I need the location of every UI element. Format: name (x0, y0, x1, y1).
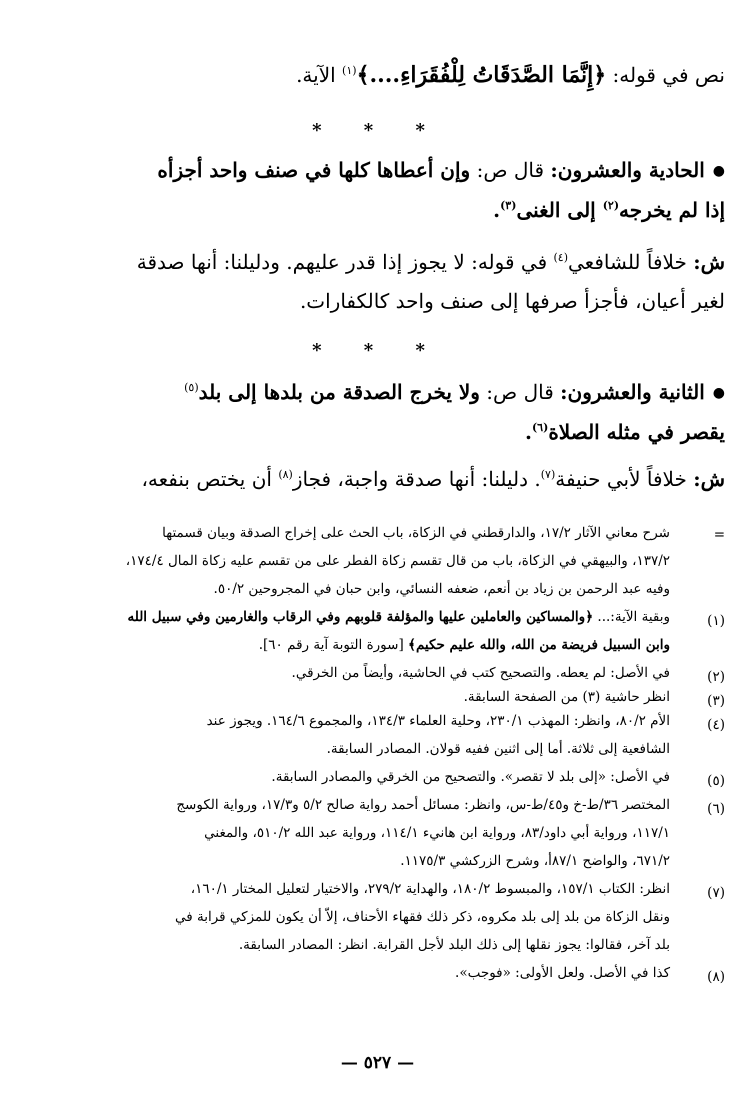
footnote-8-number: (٨) (707, 969, 725, 985)
footnote-ref-8: (٨) (278, 468, 293, 481)
issue-22-title: الثانية والعشرون: (560, 380, 705, 404)
footnote-continuation-line-1: شرح معاني الآثار ١٧/٢، والدارقطني في الزكاة، باب الحث على إخراج الصدقة وبيان قسمتها (162, 525, 670, 541)
footnote-ref-2: (٢) (602, 199, 620, 212)
section-separator: * * * (312, 120, 443, 141)
footnote-3-number: (٣) (707, 693, 725, 709)
footnote-1-text-1a: وبقية الآية:... (593, 609, 670, 625)
bullet-icon: ● (712, 385, 725, 401)
footnote-5-text: في الأصل: «إلى بلد لا تقصر». والتصحيح من الخرقي والمصادر السابقة. (271, 769, 670, 785)
footnote-ref-5: (٥) (184, 381, 199, 394)
issue-21-title: الحادية والعشرون: (550, 158, 705, 182)
footnote-1-text-2b: [سورة التوبة آية رقم ٦٠]. (258, 637, 409, 653)
issue-21-text-2b: إلى الغنى (516, 198, 603, 222)
citation-suffix: الآية. (296, 63, 343, 87)
footnote-4-number: (٤) (707, 717, 725, 733)
issue-22-text-2b: . (524, 420, 532, 444)
quran-verse: ﴿إِنَّمَا الصَّدَقَاتُ لِلْفُقَرَاءِ....﴾ (356, 62, 607, 88)
sharh-21-line-2: لغير أعيان، فأجزأ صرفها إلى صنف واحد كالكفارات. (299, 289, 725, 313)
footnote-8-text: كذا في الأصل. ولعل الأولى: «فوجب». (455, 965, 670, 981)
issue-22-text-2a: يقصر في مثله الصلاة (548, 420, 725, 444)
footnote-ref-6: (٦) (531, 421, 549, 434)
sharh-21-label: ش: (693, 250, 725, 274)
issue-21-line-1 (157, 158, 725, 182)
footnote-continuation-line-3: وفيه عبد الرحمن بن زياد بن أنعم، ضعفه النسائي، وابن حبان في المجروحين ٥٠/٢. (213, 581, 670, 597)
footnote-1-line-2 (259, 637, 670, 653)
sharh-22-text-c: أن يختص بنفعه، (141, 467, 279, 491)
footnote-continuation-marker: = (713, 527, 725, 543)
issue-21-text-2a: إذا لم يخرجه (619, 198, 725, 222)
footnote-1-text-2a: وابن السبيل فريضة من الله، والله عليم حكيم﴾ (408, 637, 670, 653)
issue-22-line-1 (184, 380, 725, 404)
footnote-4-line-1: الأم ٨٠/٢، وانظر: المهذب ٢٣٠/١، وحلية العلماء ١٣٤/٣، والمجموع ١٦٤/٦. ويجوز عند (206, 713, 670, 729)
footnote-ref-4: (٤) (553, 251, 568, 264)
footnote-7-line-2: ونقل الزكاة من بلد إلى بلد مكروه، ذكر ذلك فقهاء الأحناف، إلاّ أن يكون للمزكي قرابة في (174, 909, 670, 925)
sharh-21-text-1a: خلافاً للشافعي (568, 250, 694, 274)
footnote-1-line-1 (127, 609, 670, 625)
sharh-22-label: ش: (693, 467, 725, 491)
footnote-3-text: انظر حاشية (٣) من الصفحة السابقة. (463, 689, 670, 705)
footnote-1-number: (١) (707, 613, 725, 629)
bullet-icon: ● (712, 163, 725, 179)
footnote-ref-7: (٧) (540, 468, 556, 481)
footnote-ref-1: (١) (342, 64, 357, 77)
footnote-1-text-1b: ﴿والمساكين والعاملين عليها والمؤلفة قلوبهم وفي الرقاب والغارمين وفي سبيل الله (127, 609, 594, 625)
sharh-21-line-1 (137, 250, 725, 274)
footnote-7-number: (٧) (707, 885, 725, 901)
footnote-6-line-3: ٦٧١/٢، والواضح ٨٧/١أ، وشرح الزركشي ١١٧٥/٣. (400, 853, 670, 869)
footnote-6-number: (٦) (707, 801, 725, 817)
quran-citation-line (296, 62, 725, 88)
footnote-5-number: (٥) (707, 773, 725, 789)
issue-22-line-2 (525, 420, 725, 444)
footnote-7-line-3: بلد آخر، فقالوا: يجوز نقلها إلى ذلك البلد لأجل القرابة. انظر: المصادر السابقة. (238, 937, 670, 953)
issue-21-line-2 (493, 198, 725, 222)
footnote-4-line-2: الشافعية إلى ثلاثة. أما إلى اثنين ففيه قولان. المصادر السابقة. (326, 741, 670, 757)
footnote-6-line-1: المختصر ٣٦/ط-خ و٤٥/ط-س، وانظر: مسائل أحمد رواية صالح ٥/٢ و١٧/٣، ورواية الكوسج (176, 797, 670, 813)
footnote-6-line-2: ١١٧/١، ورواية أبي داود/٨٣، ورواية ابن هانيء ١١٤/١، ورواية عبد الله ٥١٠/٢، والمغني (204, 825, 670, 841)
footnote-ref-3: (٣) (500, 199, 517, 212)
sharh-21-text-1b: في قوله: لا يجوز إذا قدر عليهم. ودليلنا: أنها صدقة (136, 250, 554, 274)
issue-21-text-2c: . (493, 198, 501, 222)
issue-22-say: قال ص: (479, 380, 561, 404)
issue-21-text-1: وإن أعطاها كلها في صنف واحد أجزأه (157, 158, 471, 182)
issue-22-text-1: ولا يخرج الصدقة من بلدها إلى بلد (198, 380, 480, 404)
section-separator-2: * * * (312, 340, 443, 361)
footnote-continuation-line-2: ١٣٧/٢، والبيهقي في الزكاة، باب من قال تقسم زكاة الفطر على من تقسم عليه زكاة المال ١٧٤/٤، (125, 553, 670, 569)
issue-21-say: قال ص: (470, 158, 551, 182)
page-number: — ٥٢٧ — (340, 1053, 415, 1073)
sharh-22-line (141, 467, 725, 491)
sharh-22-text-a: خلافاً لأبي حنيفة (555, 467, 694, 491)
footnote-2-number: (٢) (707, 669, 725, 685)
footnote-7-line-1: انظر: الكتاب ١٥٧/١، والمبسوط ١٨٠/٢، والهداية ٢٧٩/٢، والاختيار لتعليل المختار ١٦٠/١، (190, 881, 670, 897)
footnote-2-text: في الأصل: لم يعطه. والتصحيح كتب في الحاشية، وأيضاً من الخرقي. (291, 665, 670, 681)
sharh-22-text-b: . دليلنا: أنها صدقة واجبة، فجاز (292, 467, 541, 491)
citation-prefix: نص في قوله: (606, 63, 725, 87)
